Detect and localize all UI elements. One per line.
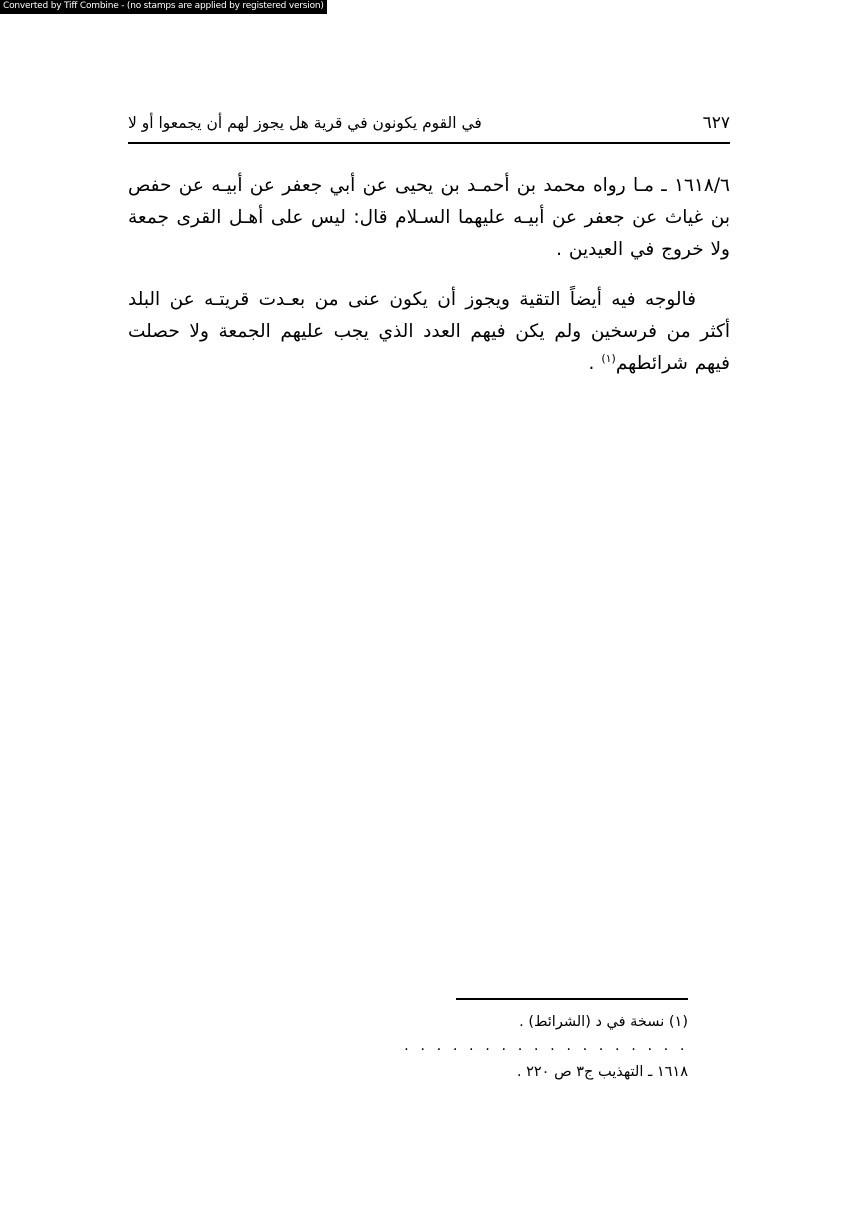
header-divider: [128, 142, 730, 144]
page-number: ٦٢٧: [702, 113, 730, 133]
footnote-marker: (١): [601, 351, 616, 365]
footnote-source-reference: ١٦١٨ ـ التهذيب ج٣ ص ٢٢٠ .: [516, 1063, 688, 1080]
footnote-section: [404, 998, 688, 1084]
paragraph-commentary: [128, 284, 730, 380]
paragraph-commentary-text: فالوجه فيه أيضاً التقية ويجوز أن يكون عنى من بعـدت قريتـه عن البلد أكثر من فرسخين ولم يكن فيهم العدد الذي يجب عليهم الجمعة ولا حصلت فيهم شرائطهم: [128, 288, 730, 374]
paragraph-terminator: .: [588, 352, 602, 374]
running-head: [128, 112, 730, 134]
page-content: [128, 112, 730, 398]
body-text: [128, 170, 730, 380]
page-header-title: في القوم يكونون في قرية هل يجوز لهم أن يجمعوا أو لا: [128, 114, 482, 132]
footnote-dotted-separator: . . . . . . . . . . . . . . . . . .: [404, 1037, 688, 1054]
footnote-item-1: (١) نسخة في د (الشرائط) .: [519, 1013, 688, 1030]
scan-conversion-banner: Converted by Tiff Combine - (no stamps are applied by registered version): [0, 0, 327, 14]
paragraph-hadith: ١٦١٨/٦ ـ مـا رواه محمد بن أحمـد بن يحيى عن أبي جعفر عن أبيـه عن حفص بن غياث عن جعفر عن أبيـه عليهما السـلام قال: ليس على أهـل القرى جمعة ولا خروج في العيدين .: [128, 174, 730, 260]
footnote-divider: [456, 998, 688, 1000]
